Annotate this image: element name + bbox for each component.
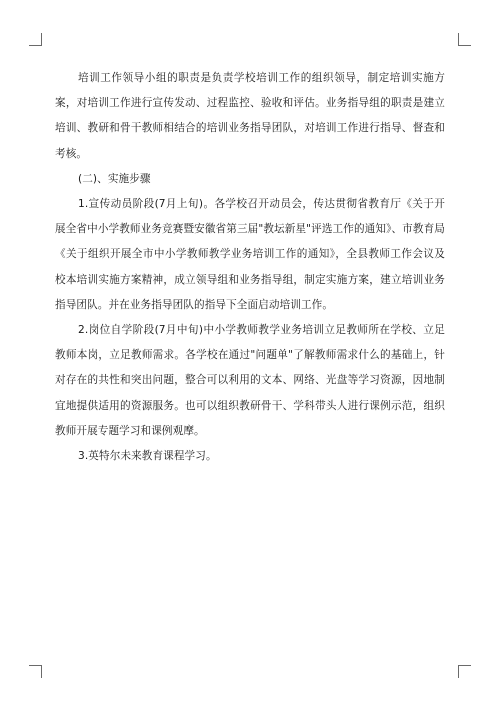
paragraph-step-3-intel-course: 3.英特尔未来教育课程学习。	[78, 450, 217, 463]
section-heading-implementation-steps: (二)、实施步骤	[78, 172, 151, 185]
crop-mark-top-left	[29, 33, 42, 46]
paragraph-step-2-self-study: 2.岗位自学阶段(7月中旬)中小学教师教学业务培训立足教师所在学校、立足教师本岗，立足教师需求。各学校在通过"问题单"了解教师需求什么的基础上，针对存在的共性和突出问题，整合可以利用的文本、网络、光盘等学习资源，因地制宜地提供适用的资源服务。也可以组织教研骨干、学科带头人进行课例示范，组织教师开展专题学习和课例观摩。	[55, 324, 445, 437]
crop-mark-bottom-right	[458, 665, 471, 678]
paragraph-step-1-mobilization: 1.宣传动员阶段(7月上旬)。各学校召开动员会，传达贯彻省教育厅《关于开展全省中小学教师业务竞赛暨安徽省第三届"教坛新星"评选工作的通知》、市教育局《关于组织开展全市中小学教师教学业务培训工作的通知》，全县教师工作会议及校本培训实施方案精神，成立领导组和业务指导组，制定实施方案，建立培训业务指导团队。并在业务指导团队的指导下全面启动培训工作。	[55, 198, 445, 311]
crop-mark-bottom-left	[29, 665, 42, 678]
crop-mark-top-right	[458, 33, 471, 46]
document-body	[55, 66, 445, 469]
paragraph-leadership-duties: 培训工作领导小组的职责是负责学校培训工作的组织领导，制定培训实施方案，对培训工作进行宣传发动、过程监控、验收和评估。业务指导组的职责是建立培训、教研和骨干教师相结合的培训业务指导团队，对培训工作进行指导、督查和考核。	[55, 72, 445, 160]
